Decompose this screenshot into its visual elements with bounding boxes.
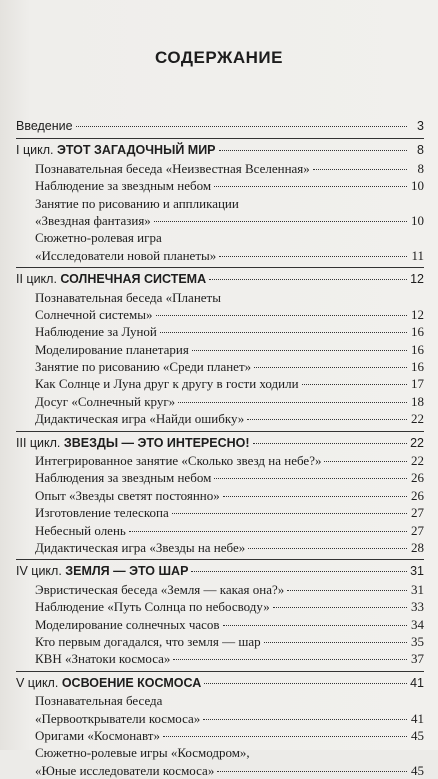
toc-entry-row	[16, 727, 424, 744]
toc-entry-row	[16, 306, 424, 323]
page-number: 17	[411, 376, 424, 392]
toc-entry-title: «Звездная фантазия»	[35, 212, 151, 228]
toc-entry-title: Сюжетно-ролевая игра	[35, 230, 162, 246]
page-number: 34	[411, 616, 424, 632]
toc-entry-title: Введение	[16, 119, 73, 133]
toc-entry-row	[16, 633, 424, 650]
toc-entry-title: «Юные исследователи космоса»	[35, 762, 215, 778]
leader-dots	[324, 461, 407, 462]
toc-entry-row	[16, 692, 424, 709]
toc-entry-title: «Первооткрыватели космоса»	[35, 710, 201, 726]
page-number: 26	[411, 470, 424, 486]
toc-entry-title: Интегрированное занятие «Сколько звезд на небе?»	[35, 453, 322, 469]
toc-entry-title	[16, 435, 250, 452]
cycle-label: I цикл.	[16, 143, 54, 158]
page-number: 12	[411, 306, 424, 322]
cycle-title: ЭТОТ ЗАГАДОЧНЫЙ МИР	[56, 143, 216, 158]
toc-entry-title: Наблюдение за Луной	[35, 324, 157, 340]
page-number: 3	[417, 119, 424, 133]
toc-entry-row	[16, 452, 424, 469]
page-number: 18	[411, 393, 424, 409]
leader-dots	[219, 150, 407, 151]
page-number: 28	[411, 539, 424, 555]
toc-entry-row	[16, 744, 424, 761]
toc-entry-row	[16, 177, 424, 194]
page-number: 16	[411, 324, 424, 340]
toc-entry-row	[16, 289, 424, 306]
page-number: 8	[417, 143, 424, 158]
toc-entry-title	[16, 675, 201, 692]
toc-entry-title: Опыт «Звезды светят постоянно»	[35, 487, 220, 503]
toc-entry-row	[16, 762, 424, 779]
toc-section-row	[16, 118, 424, 135]
page-number: 31	[410, 564, 424, 579]
toc-entry-title	[16, 271, 206, 288]
cycle-title: СОЛНЕЧНАЯ СИСТЕМА	[60, 272, 207, 287]
section-divider	[16, 267, 424, 268]
toc-entry-title: Как Солнце и Луна друг к другу в гости ходили	[35, 376, 299, 392]
leader-dots	[129, 531, 407, 532]
toc-entry-title: Эвристическая беседа «Земля — какая она?»	[35, 581, 285, 597]
page-number: 22	[411, 453, 424, 469]
leader-dots	[313, 169, 407, 170]
toc-entry-row	[16, 581, 424, 598]
toc-entry-title	[16, 563, 188, 580]
toc-entry-title: Занятие по рисованию и аппликации	[35, 195, 239, 211]
toc-entry-row	[16, 650, 424, 667]
page-number: 12	[410, 272, 424, 287]
page-number: 37	[411, 651, 424, 667]
leader-dots	[302, 384, 407, 385]
toc-entry-row	[16, 160, 424, 177]
page-number: 27	[411, 505, 424, 521]
toc-entry-title: Наблюдение за звездным небом	[35, 178, 212, 194]
toc-entry-title: Изготовление телескопа	[35, 505, 169, 521]
leader-dots	[248, 548, 407, 549]
leader-dots	[217, 771, 407, 772]
toc-entry-row	[16, 616, 424, 633]
leader-dots	[273, 607, 407, 608]
toc-entry-row	[16, 469, 424, 486]
page-number: 8	[417, 160, 424, 176]
toc-entry-title: Оригами «Космонавт»	[35, 727, 160, 743]
toc-entry-title: Кто первым догадался, что земля — шар	[35, 633, 261, 649]
section-divider	[16, 559, 424, 560]
leader-dots	[214, 186, 407, 187]
page-number: 26	[411, 487, 424, 503]
page-number: 16	[411, 341, 424, 357]
page-title: СОДЕРЖАНИЕ	[155, 48, 283, 67]
table-of-contents	[16, 118, 424, 779]
page-number: 27	[411, 522, 424, 538]
toc-entry-row	[16, 487, 424, 504]
toc-entry-row	[16, 710, 424, 727]
toc-section-row	[16, 675, 424, 692]
page-number: 31	[411, 581, 424, 597]
leader-dots	[178, 402, 407, 403]
page-number: 45	[411, 727, 424, 743]
toc-entry-row	[16, 522, 424, 539]
page-number: 35	[411, 633, 424, 649]
section-divider	[16, 671, 424, 672]
leader-dots	[247, 419, 407, 420]
leader-dots	[209, 279, 407, 280]
toc-entry-row	[16, 598, 424, 615]
leader-dots	[154, 221, 407, 222]
toc-entry-title: Дидактическая игра «Звезды на небе»	[35, 539, 246, 555]
leader-dots	[191, 571, 407, 572]
toc-entry-row	[16, 358, 424, 375]
cycle-label: IV цикл.	[16, 564, 62, 579]
page-number: 22	[411, 411, 424, 427]
page-number: 16	[411, 359, 424, 375]
toc-entry-title: Моделирование планетария	[35, 341, 189, 357]
toc-entry-row	[16, 504, 424, 521]
toc-entry-row	[16, 229, 424, 246]
toc-entry-title: Занятие по рисованию «Среди планет»	[35, 359, 252, 375]
toc-entry-row	[16, 410, 424, 427]
toc-entry-title: Познавательная беседа	[35, 693, 163, 709]
toc-entry-title: Солнечной системы»	[35, 306, 153, 322]
toc-entry-row	[16, 195, 424, 212]
leader-dots	[264, 642, 407, 643]
toc-entry-title: Досуг «Солнечный круг»	[35, 393, 176, 409]
toc-entry-title: Сюжетно-ролевые игры «Космодром»,	[35, 745, 250, 761]
leader-dots	[253, 443, 407, 444]
toc-entry-title: Познавательная беседа «Планеты	[35, 289, 221, 305]
page-number: 45	[411, 762, 424, 778]
toc-entry-title: КВН «Знатоки космоса»	[35, 651, 171, 667]
leader-dots	[156, 315, 407, 316]
page-number: 41	[411, 710, 424, 726]
page-number: 11	[411, 247, 424, 263]
toc-entry-row	[16, 341, 424, 358]
leader-dots	[254, 367, 407, 368]
toc-section-row	[16, 435, 424, 452]
leader-dots	[219, 256, 407, 257]
leader-dots	[163, 736, 407, 737]
toc-entry-row	[16, 247, 424, 264]
leader-dots	[192, 350, 407, 351]
toc-entry-title: Небесный олень	[35, 522, 126, 538]
toc-entry-title: Дидактическая игра «Найди ошибку»	[35, 411, 245, 427]
toc-entry-title	[16, 142, 216, 159]
cycle-title: ЗВЕЗДЫ — ЭТО ИНТЕРЕСНО!	[63, 435, 250, 450]
toc-entry-title: Наблюдения за звездным небом	[35, 470, 212, 486]
page-number: 10	[411, 212, 424, 228]
toc-entry-title: Наблюдение «Путь Солнца по небосводу»	[35, 599, 270, 615]
leader-dots	[204, 683, 407, 684]
leader-dots	[203, 719, 407, 720]
toc-entry-title: Моделирование солнечных часов	[35, 616, 220, 632]
toc-entry-title: «Исследователи новой планеты»	[35, 247, 217, 263]
toc-entry-row	[16, 212, 424, 229]
cycle-label: V цикл.	[16, 675, 59, 690]
toc-entry-row	[16, 323, 424, 340]
toc-entry-row	[16, 393, 424, 410]
leader-dots	[214, 478, 407, 479]
toc-section-row	[16, 271, 424, 288]
toc-entry-row	[16, 539, 424, 556]
page-number: 22	[410, 435, 424, 450]
page-number: 33	[411, 599, 424, 615]
cycle-label: III цикл.	[16, 435, 61, 450]
toc-entry-row	[16, 375, 424, 392]
leader-dots	[173, 659, 407, 660]
toc-section-row	[16, 563, 424, 580]
section-divider	[16, 431, 424, 432]
leader-dots	[223, 496, 407, 497]
page-number: 10	[411, 178, 424, 194]
leader-dots	[172, 513, 407, 514]
leader-dots	[287, 590, 407, 591]
cycle-title: ОСВОЕНИЕ КОСМОСА	[61, 675, 202, 690]
leader-dots	[223, 625, 407, 626]
toc-section-row	[16, 142, 424, 159]
cycle-title: ЗЕМЛЯ — ЭТО ШАР	[65, 564, 189, 579]
page-number: 41	[410, 675, 424, 690]
leader-dots	[76, 126, 407, 127]
section-divider	[16, 138, 424, 139]
leader-dots	[160, 332, 407, 333]
cycle-label: II цикл.	[16, 272, 57, 287]
toc-entry-title: Познавательная беседа «Неизвестная Вселенная»	[35, 160, 310, 176]
